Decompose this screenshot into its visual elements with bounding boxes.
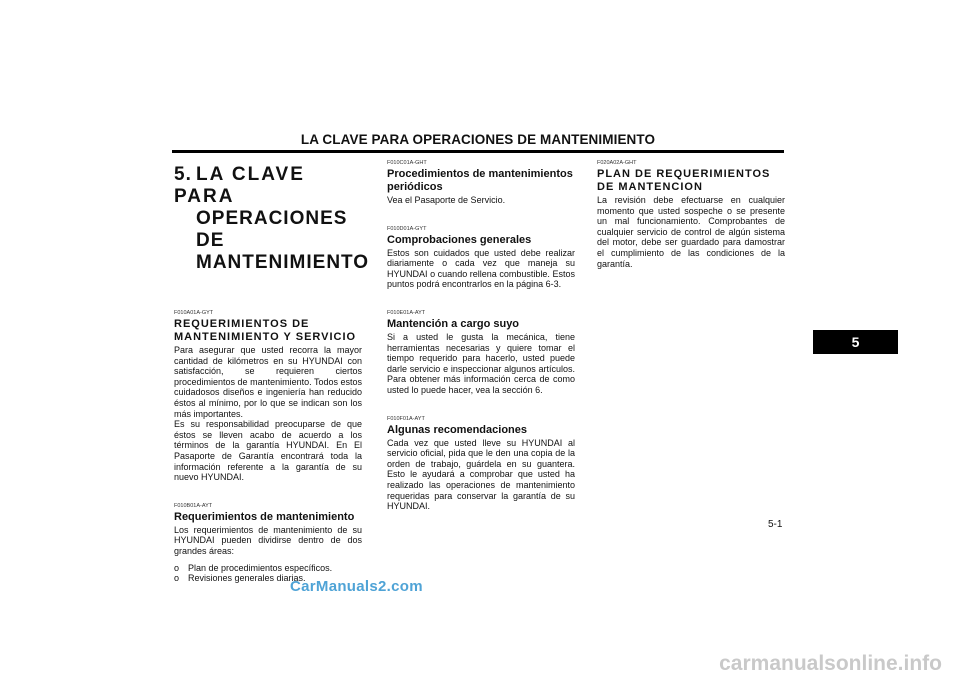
section-recomendaciones: [387, 416, 575, 512]
section-code: F020A02A-GHT: [597, 160, 637, 166]
section-requerimientos-mantenimiento: [174, 503, 362, 584]
section-paragraph: La revisión debe efectuarse en cualquier momento que usted sospeche o se presente un mal funcionamiento. Comprobantes de cualquier servicio de control de algún sistema del motor, debe ser guardado para damostrar el cumplimiento de las condiciones de la garantía.: [597, 195, 785, 269]
section-paragraph: Los requerimientos de mantenimiento de su HYUNDAI pueden dividirse dentro de dos grandes áreas:: [174, 524, 362, 556]
watermark-text: carmanualsonline.info: [719, 652, 942, 675]
section-title: REQUERIMIENTOS DE MANTENIMIENTO Y SERVICIO: [174, 318, 357, 343]
chapter-title-line1: LA CLAVE PARA: [174, 164, 305, 207]
section-code: F010D01A-GYT: [387, 225, 427, 232]
section-paragraph: Vea el Pasaporte de Servicio.: [387, 195, 506, 205]
column-2: [387, 160, 575, 512]
section-code: F010B01A-AYT: [174, 502, 213, 509]
section-title: Requerimientos de mantenimiento: [174, 510, 355, 523]
section-paragraph: Para asegurar que usted recorra la mayor cantidad de kilómetros en su HYUNDAI con satisfacción, se requieren ciertos procedimientos de mantenimiento. Todos estos cuidadosos diseños e ingeniería han reducido éstos al mínimo, por lo que se indican son los más importantes.: [174, 345, 362, 419]
chapter-title-line3: MANTENIMIENTO: [196, 252, 370, 273]
bullet-marker: o: [174, 562, 180, 573]
section-title: PLAN DE REQUERIMIENTOS DE MANTENCION: [597, 168, 771, 193]
section-code: F010E01A-AYT: [387, 309, 426, 316]
watermark-link[interactable]: CarManuals2.com: [290, 578, 423, 595]
chapter-number: 5.: [174, 164, 192, 185]
bullet-marker: o: [174, 573, 180, 584]
section-code: F010F01A-AYT: [387, 415, 425, 422]
list-item: [174, 563, 362, 574]
list-item-text: Revisiones generales diarias.: [188, 573, 306, 584]
section-title: Algunas recomendaciones: [387, 423, 527, 436]
page-header: LA CLAVE PARA OPERACIONES DE MANTENIMIENTO: [300, 132, 656, 147]
section-comprobaciones: [387, 226, 575, 290]
section-procedimientos: [387, 160, 575, 206]
section-paragraph: Si a usted le gusta la mecánica, tiene herramientas necesarias y quiere tomar el tiempo requerido para hacerlo, usted puede darle servicio e inspeccionar algunos artículos. Para obtener más información cerca de como usted lo puede hacer, vea la sección 6.: [387, 331, 575, 395]
section-title: Procedimientos de mantenimientos periódicos: [387, 168, 573, 193]
section-code: F010A01A-GYT: [174, 310, 214, 316]
column-3: [597, 160, 785, 269]
section-title: Mantención a cargo suyo: [387, 317, 520, 330]
chapter-tab: 5: [813, 330, 898, 354]
section-paragraph: Cada vez que usted lleve su HYUNDAI al servicio oficial, pida que le den una copia de la orden de trabajo, guárdela en su guantera. Esto le ayudará a comprobar que usted ha realizado las operaciones de mantenimiento requeridas para conservar la garantía de su HYUNDAI.: [387, 437, 575, 512]
list-item-text: Plan de procedimientos específicos.: [188, 562, 333, 573]
section-plan: [597, 160, 785, 269]
page-number: 5-1: [768, 519, 783, 530]
section-paragraph: Estos son cuidados que usted debe realizar diariamente o cada vez que maneja su HYUNDAI o cuando rellena combustible. Estos puntos podrá encontrarlos en la página 6-3.: [387, 247, 575, 290]
column-1: [174, 160, 370, 584]
section-title: Comprobaciones generales: [387, 233, 532, 246]
chapter-title: [174, 164, 370, 274]
section-code: F010C01A-GHT: [387, 160, 427, 166]
header-rule: [172, 150, 784, 153]
section-requerimientos-servicio: [174, 310, 362, 483]
section-paragraph: Es su responsabilidad preocuparse de que éstos se lleven acabo de acuerdo a los términos de la garantía HYUNDAI. En El Pasaporte de Garantía encontrará toda la información referente a la garantía de su nuevo HYUNDAI.: [174, 419, 362, 483]
chapter-title-line2: OPERACIONES DE: [196, 208, 348, 251]
section-mantencion: [387, 310, 575, 396]
